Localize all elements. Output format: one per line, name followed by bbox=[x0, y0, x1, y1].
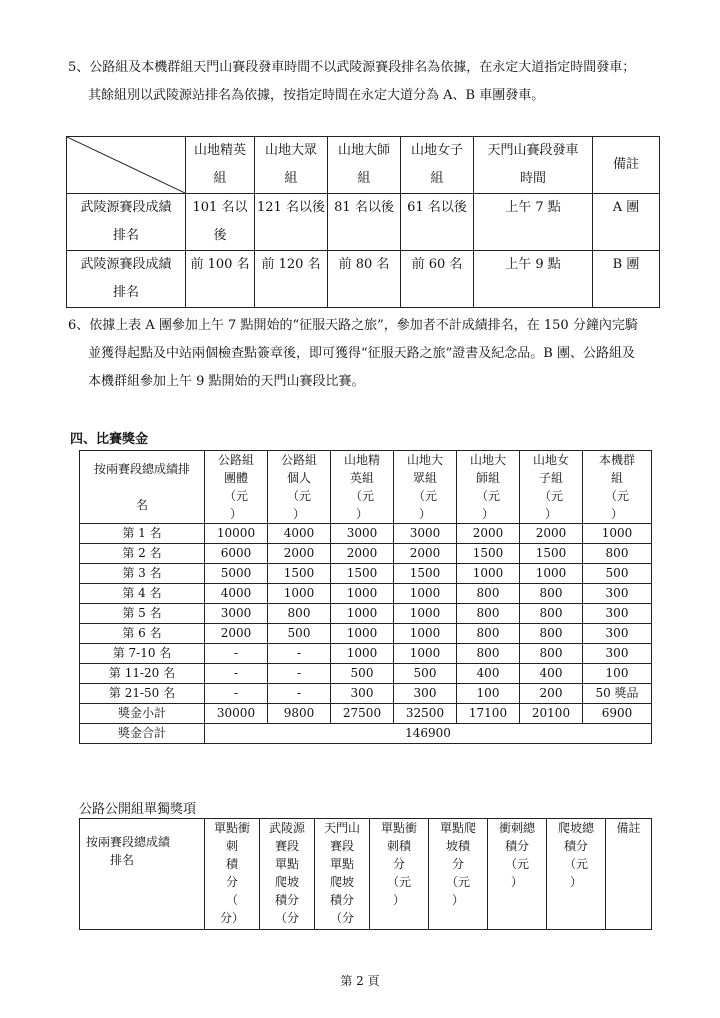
header-cell: 山地大眾 組 bbox=[255, 137, 328, 194]
header-cell: 山地大師 組 bbox=[328, 137, 401, 194]
table-row bbox=[80, 644, 652, 664]
table-cell: 800 bbox=[583, 544, 652, 564]
diagonal-line bbox=[67, 137, 185, 193]
table-cell: 500 bbox=[268, 624, 331, 644]
rule-6-line-1: 6、依據上表 A 團參加上午 7 點開始的“征服天路之旅”，參加者不計成績排名，在 150 分鐘內完騎 bbox=[68, 318, 638, 333]
table-cell: 1000 bbox=[394, 584, 457, 604]
header-cell: 衝刺總 積分 （元 ） bbox=[488, 819, 547, 930]
rule-5-paragraph bbox=[68, 54, 668, 110]
row-label: 第 3 名 bbox=[80, 564, 205, 584]
table-cell: 1500 bbox=[394, 564, 457, 584]
table-cell: 2000 bbox=[520, 524, 583, 544]
header-cell: 單點爬 坡積 分 （元 ） bbox=[429, 819, 488, 930]
page-number: 第 2 頁 bbox=[340, 974, 380, 988]
row-label: 獎金小計 bbox=[80, 704, 205, 724]
start-time-table bbox=[66, 136, 660, 308]
table-cell: 1000 bbox=[331, 584, 394, 604]
table-row bbox=[80, 704, 652, 724]
prize-table-body bbox=[80, 524, 652, 724]
table-row bbox=[67, 251, 660, 308]
table-caption: 公路公開組單獨獎項 bbox=[79, 802, 197, 817]
row-label: 武陵源賽段成績 排名 bbox=[67, 251, 186, 308]
table-cell: 101 名以 後 bbox=[186, 194, 255, 251]
table-cell: 1000 bbox=[583, 524, 652, 544]
table-cell: 300 bbox=[583, 644, 652, 664]
table-cell: 800 bbox=[520, 584, 583, 604]
rule-5-line-1: 5、公路組及本機群組天門山賽段發車時間不以武陵源賽段排名為依據，在永定大道指定時間發車； bbox=[68, 60, 636, 75]
row-label: 第 11-20 名 bbox=[80, 664, 205, 684]
table-row bbox=[80, 724, 652, 744]
table-cell: 2000 bbox=[331, 544, 394, 564]
table-cell: 200 bbox=[520, 684, 583, 704]
table-row bbox=[80, 564, 652, 584]
table-cell: 500 bbox=[394, 664, 457, 684]
table-cell: 30000 bbox=[205, 704, 268, 724]
table-cell: 1000 bbox=[394, 624, 457, 644]
table-cell: 2000 bbox=[394, 544, 457, 564]
table-cell: - bbox=[205, 664, 268, 684]
total-value: 146900 bbox=[205, 724, 652, 744]
table-cell: 81 名以後 bbox=[328, 194, 401, 251]
table-cell: 1500 bbox=[520, 544, 583, 564]
row-label: 第 6 名 bbox=[80, 624, 205, 644]
header-cell: 山地大 師組 （元 ） bbox=[457, 451, 520, 524]
table-row bbox=[80, 584, 652, 604]
row-label: 第 4 名 bbox=[80, 584, 205, 604]
table-cell: 100 bbox=[583, 664, 652, 684]
row-label: 第 1 名 bbox=[80, 524, 205, 544]
table-cell: 800 bbox=[520, 624, 583, 644]
table-cell: 3000 bbox=[205, 604, 268, 624]
rule-6-line-2: 並獲得起點及中站兩個檢查點簽章後，即可獲得“征服天路之旅”證書及紀念品。B 團、公路組及 bbox=[88, 346, 635, 361]
table-cell: 1000 bbox=[394, 644, 457, 664]
table-cell: 300 bbox=[331, 684, 394, 704]
table-cell: 20100 bbox=[520, 704, 583, 724]
table-cell: 6000 bbox=[205, 544, 268, 564]
table-cell: 500 bbox=[331, 664, 394, 684]
table-cell: 400 bbox=[457, 664, 520, 684]
table-cell: 3000 bbox=[331, 524, 394, 544]
header-cell: 山地女子 組 bbox=[401, 137, 474, 194]
table-cell: 500 bbox=[583, 564, 652, 584]
table-cell: 前 60 名 bbox=[401, 251, 474, 308]
table-cell: 1000 bbox=[331, 644, 394, 664]
table-row bbox=[80, 524, 652, 544]
table-cell: 400 bbox=[520, 664, 583, 684]
table-cell: 800 bbox=[457, 584, 520, 604]
table-cell: 300 bbox=[394, 684, 457, 704]
table-cell: 上午 7 點 bbox=[474, 194, 593, 251]
table-cell: 1000 bbox=[331, 604, 394, 624]
table-row bbox=[80, 664, 652, 684]
header-cell: 備註 bbox=[593, 137, 660, 194]
table-row bbox=[80, 624, 652, 644]
table-row bbox=[80, 451, 652, 524]
row-label: 武陵源賽段成績 排名 bbox=[67, 194, 186, 251]
corner-cell: 按兩賽段總成績排 名 bbox=[80, 451, 205, 524]
row-label: 第 7-10 名 bbox=[80, 644, 205, 664]
table-cell: - bbox=[268, 644, 331, 664]
table-cell: 6900 bbox=[583, 704, 652, 724]
table-cell: 前 100 名 bbox=[186, 251, 255, 308]
table-cell: 1000 bbox=[268, 584, 331, 604]
table-cell: 1500 bbox=[268, 564, 331, 584]
table-cell: 17100 bbox=[457, 704, 520, 724]
row-label: 第 5 名 bbox=[80, 604, 205, 624]
row-label: 第 2 名 bbox=[80, 544, 205, 564]
table-row bbox=[80, 604, 652, 624]
table-cell: 前 80 名 bbox=[328, 251, 401, 308]
table-cell: A 團 bbox=[593, 194, 660, 251]
table-cell: B 團 bbox=[593, 251, 660, 308]
table-cell: 800 bbox=[268, 604, 331, 624]
table-cell: 1000 bbox=[457, 564, 520, 584]
header-cell: 山地女 子組 （元 ） bbox=[520, 451, 583, 524]
header-cell: 爬坡總 積分 （元 ） bbox=[547, 819, 606, 930]
header-cell: 備註 bbox=[606, 819, 652, 930]
header-cell: 公路組 個人 （元 ） bbox=[268, 451, 331, 524]
header-cell: 山地精 英組 （元 ） bbox=[331, 451, 394, 524]
table-cell: 50 獎品 bbox=[583, 684, 652, 704]
table-row bbox=[80, 819, 652, 930]
table-cell: 2000 bbox=[457, 524, 520, 544]
header-cell: 山地精英 組 bbox=[186, 137, 255, 194]
table-cell: - bbox=[268, 664, 331, 684]
table-cell: 27500 bbox=[331, 704, 394, 724]
table-cell: 300 bbox=[583, 584, 652, 604]
table-cell: 4000 bbox=[205, 584, 268, 604]
header-cell: 武陵源 賽段 單點 爬坡 積分 （分 bbox=[260, 819, 315, 930]
table-cell: 300 bbox=[583, 624, 652, 644]
table-cell: 1500 bbox=[457, 544, 520, 564]
rule-6-line-3: 本機群組參加上午 9 點開始的天門山賽段比賽。 bbox=[88, 374, 365, 389]
table-cell: 1000 bbox=[520, 564, 583, 584]
row-label: 第 21-50 名 bbox=[80, 684, 205, 704]
table-cell: 800 bbox=[520, 604, 583, 624]
table-cell: 800 bbox=[457, 604, 520, 624]
header-cell: 山地大 眾組 （元 ） bbox=[394, 451, 457, 524]
individual-award-table bbox=[79, 818, 652, 930]
table-cell: 100 bbox=[457, 684, 520, 704]
table-cell: 前 120 名 bbox=[255, 251, 328, 308]
total-label: 獎金合計 bbox=[80, 724, 205, 744]
rule-6-paragraph bbox=[68, 312, 668, 396]
table-cell: 800 bbox=[457, 624, 520, 644]
prize-table bbox=[79, 450, 652, 744]
table-cell: 1500 bbox=[331, 564, 394, 584]
header-cell: 天門山 賽段 單點 爬坡 積分 （分 bbox=[315, 819, 370, 930]
rule-5-line-2: 其餘組別以武陵源站排名為依據，按指定時間在永定大道分為 A、B 車團發車。 bbox=[88, 88, 545, 103]
diagonal-corner-cell bbox=[67, 137, 186, 194]
table-cell: - bbox=[268, 684, 331, 704]
table-cell: 800 bbox=[520, 644, 583, 664]
header-cell: 本機群 組 （元 ） bbox=[583, 451, 652, 524]
table-cell: 10000 bbox=[205, 524, 268, 544]
table-cell: 5000 bbox=[205, 564, 268, 584]
table-cell: 61 名以後 bbox=[401, 194, 474, 251]
table-cell: 9800 bbox=[268, 704, 331, 724]
header-cell: 單點衝 刺積 分 （元 ） bbox=[370, 819, 429, 930]
table-cell: 2000 bbox=[268, 544, 331, 564]
table-row bbox=[80, 684, 652, 704]
table-cell: 800 bbox=[457, 644, 520, 664]
table-cell: 300 bbox=[583, 604, 652, 624]
table-cell: - bbox=[205, 644, 268, 664]
header-cell: 單點衝 刺 積 分 （ 分） bbox=[205, 819, 260, 930]
header-cell: 公路組 團體 （元 ） bbox=[205, 451, 268, 524]
section-title: 四、比賽獎金 bbox=[70, 432, 149, 447]
table-cell: 3000 bbox=[394, 524, 457, 544]
table-cell: 121 名以後 bbox=[255, 194, 328, 251]
table-cell: 32500 bbox=[394, 704, 457, 724]
table-cell: 4000 bbox=[268, 524, 331, 544]
header-cell: 天門山賽段發車 時間 bbox=[474, 137, 593, 194]
table-cell: 1000 bbox=[331, 624, 394, 644]
table-cell: 上午 9 點 bbox=[474, 251, 593, 308]
table-cell: 2000 bbox=[205, 624, 268, 644]
table-row bbox=[67, 137, 660, 194]
corner-cell: 按兩賽段總成績 排名 bbox=[80, 819, 205, 930]
table-cell: 1000 bbox=[394, 604, 457, 624]
table-row bbox=[67, 194, 660, 251]
table-cell: - bbox=[205, 684, 268, 704]
table-row bbox=[80, 544, 652, 564]
